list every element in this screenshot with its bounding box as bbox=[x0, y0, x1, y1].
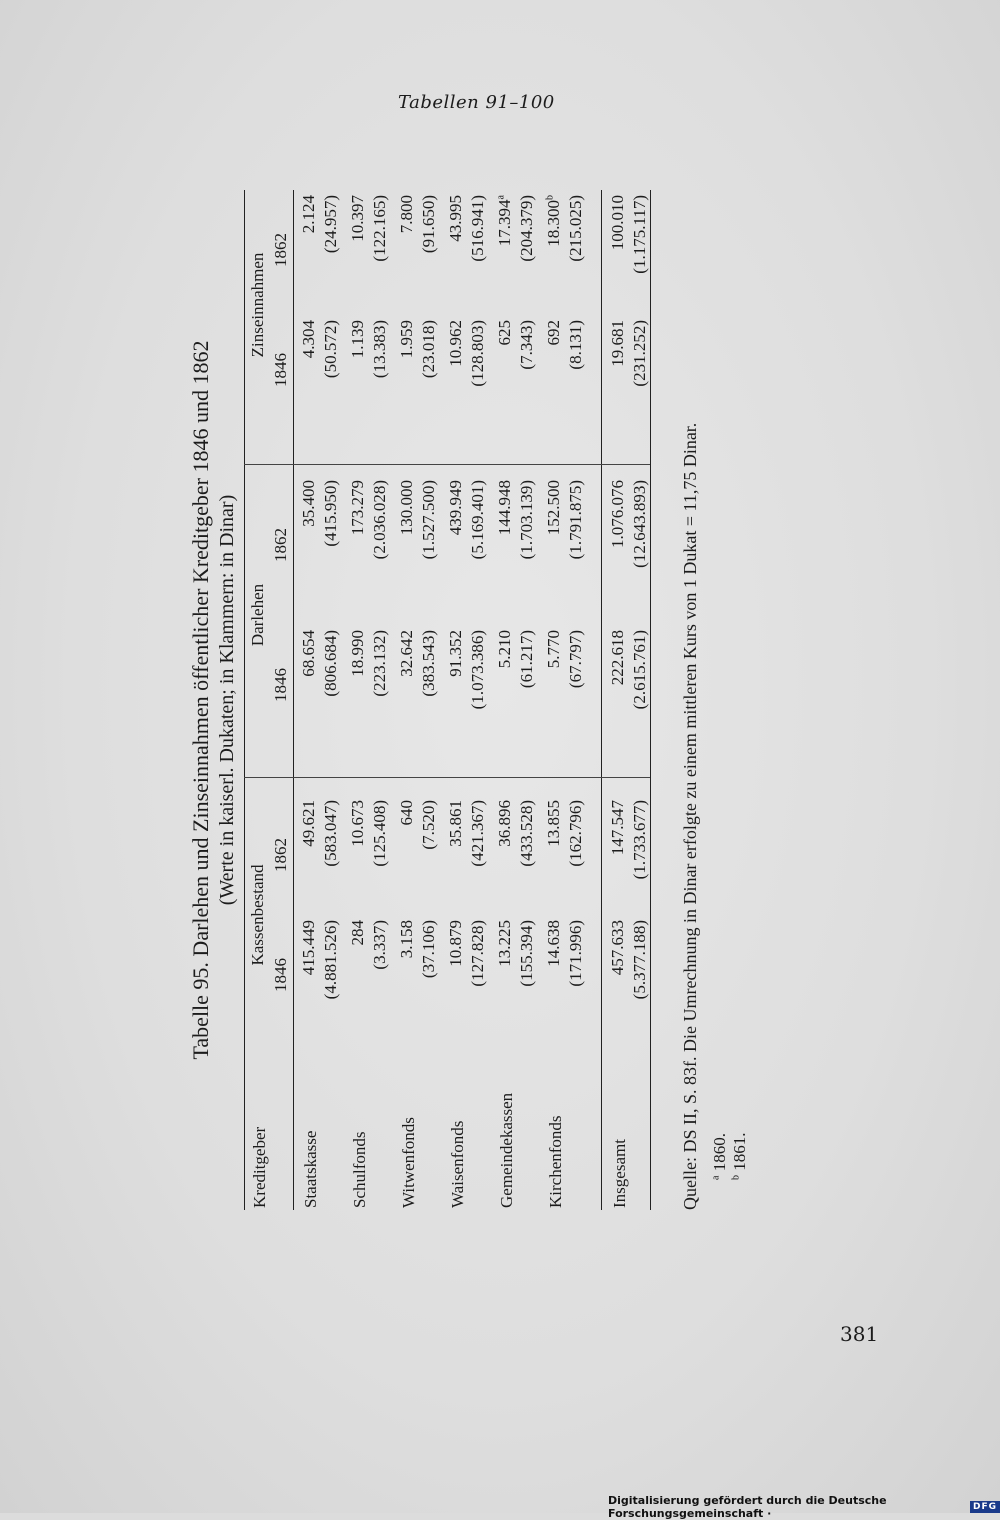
value-cell: 3.158 bbox=[397, 920, 416, 959]
page-number: 381 bbox=[840, 1322, 879, 1346]
dinar-cell: (2.036.028) bbox=[370, 480, 389, 560]
table-title: Tabelle 95. Darlehen und Zinseinnahmen öffentlicher Kreditgeber 1846 und 1862 bbox=[188, 340, 213, 1060]
dinar-cell: (204.379) bbox=[517, 195, 536, 262]
stub-header: Kreditgeber bbox=[250, 1126, 269, 1208]
value-cell: 1.139 bbox=[348, 320, 367, 359]
value-cell: 18.300$^b$ bbox=[544, 195, 563, 247]
value-cell: 4.304 bbox=[299, 320, 318, 359]
total-dinar: (12.643.893) bbox=[630, 480, 649, 568]
top-rule bbox=[244, 190, 245, 1210]
dinar-cell: (1.703.139) bbox=[517, 480, 536, 560]
value-cell: 144.948 bbox=[495, 480, 514, 536]
value-cell: 14.638 bbox=[544, 920, 563, 967]
dinar-cell: (155.394) bbox=[517, 920, 536, 987]
total-label: Insgesamt bbox=[610, 1139, 629, 1208]
dinar-cell: (171.996) bbox=[566, 920, 585, 987]
dinar-cell: (67.797) bbox=[566, 630, 585, 689]
value-cell: 640 bbox=[397, 800, 416, 826]
value-cell: 625 bbox=[495, 320, 514, 346]
row-label: Staatskasse bbox=[301, 1130, 320, 1208]
dinar-cell: (7.343) bbox=[517, 320, 536, 370]
running-head: Tabellen 91–100 bbox=[398, 92, 555, 113]
total-value: 1.076.076 bbox=[608, 480, 627, 548]
value-cell: 10.673 bbox=[348, 800, 367, 847]
dinar-cell: (223.132) bbox=[370, 630, 389, 697]
total-value: 100.010 bbox=[608, 195, 627, 251]
digitization-footer bbox=[608, 1494, 1000, 1520]
total-value: 19.681 bbox=[608, 320, 627, 367]
footnote-a: $^a$ 1860. bbox=[710, 1133, 729, 1180]
dinar-cell: (127.828) bbox=[468, 920, 487, 987]
dinar-cell: (215.025) bbox=[566, 195, 585, 262]
year-header: 1862 bbox=[271, 528, 290, 562]
footnote-b: $^b$ 1861. bbox=[730, 1132, 749, 1180]
year-header: 1846 bbox=[271, 958, 290, 992]
total-dinar: (2.615.761) bbox=[630, 630, 649, 710]
dinar-cell: (37.106) bbox=[419, 920, 438, 979]
footer-text: Digitalisierung gefördert durch die Deutsche Forschungsgemeinschaft · bbox=[608, 1494, 887, 1520]
year-header: 1862 bbox=[271, 838, 290, 872]
dinar-cell: (23.018) bbox=[419, 320, 438, 379]
value-cell: 2.124 bbox=[299, 195, 318, 234]
table-block bbox=[150, 195, 750, 1210]
row-label: Waisenfonds bbox=[448, 1120, 467, 1208]
total-value: 457.633 bbox=[608, 920, 627, 976]
value-cell: 284 bbox=[348, 920, 367, 946]
dinar-cell: (128.803) bbox=[468, 320, 487, 387]
group-header-kassenbestand: Kassenbestand bbox=[248, 864, 267, 966]
value-cell: 17.394$^a$ bbox=[495, 195, 514, 247]
value-cell: 36.896 bbox=[495, 800, 514, 847]
total-rule bbox=[601, 190, 602, 1210]
header-rule bbox=[293, 190, 294, 1210]
total-value: 147.547 bbox=[608, 800, 627, 856]
group-header-darlehen: Darlehen bbox=[248, 583, 267, 647]
dinar-cell: (122.165) bbox=[370, 195, 389, 262]
dinar-cell: (3.337) bbox=[370, 920, 389, 970]
value-cell: 152.500 bbox=[544, 480, 563, 536]
dinar-cell: (415.950) bbox=[321, 480, 340, 547]
total-dinar: (1.733.677) bbox=[630, 800, 649, 880]
group-divider-2 bbox=[244, 464, 650, 465]
value-cell: 5.770 bbox=[544, 630, 563, 669]
dinar-cell: (125.408) bbox=[370, 800, 389, 867]
value-cell: 130.000 bbox=[397, 480, 416, 536]
dinar-cell: (24.957) bbox=[321, 195, 340, 254]
value-cell: 10.879 bbox=[446, 920, 465, 967]
dinar-cell: (61.217) bbox=[517, 630, 536, 689]
year-header: 1846 bbox=[271, 668, 290, 702]
value-cell: 10.962 bbox=[446, 320, 465, 367]
value-cell: 415.449 bbox=[299, 920, 318, 976]
value-cell: 43.995 bbox=[446, 195, 465, 242]
dinar-cell: (383.543) bbox=[419, 630, 438, 697]
source-note: Quelle: DS II, S. 83f. Die Umrechnung in Dinar erfolgte zu einem mittleren Kurs von 1 Dukat = 11,75 Dinar. bbox=[680, 422, 700, 1210]
value-cell: 49.621 bbox=[299, 800, 318, 847]
value-cell: 32.642 bbox=[397, 630, 416, 677]
value-cell: 35.861 bbox=[446, 800, 465, 847]
value-cell: 13.225 bbox=[495, 920, 514, 967]
row-label: Witwenfonds bbox=[399, 1117, 418, 1208]
dinar-cell: (1.073.386) bbox=[468, 630, 487, 710]
footnote-mark: a bbox=[495, 195, 507, 200]
year-header: 1862 bbox=[271, 233, 290, 267]
dinar-cell: (162.796) bbox=[566, 800, 585, 867]
total-dinar: (5.377.188) bbox=[630, 920, 649, 1000]
value-cell: 692 bbox=[544, 320, 563, 346]
value-cell: 91.352 bbox=[446, 630, 465, 677]
bottom-rule bbox=[650, 190, 651, 1210]
dinar-cell: (50.572) bbox=[321, 320, 340, 379]
group-header-zinseinnahmen: Zinseinnahmen bbox=[248, 252, 267, 358]
row-label: Gemeindekassen bbox=[497, 1092, 516, 1208]
value-cell: 13.855 bbox=[544, 800, 563, 847]
dinar-cell: (806.684) bbox=[321, 630, 340, 697]
dinar-cell: (1.527.500) bbox=[419, 480, 438, 560]
row-label: Kirchenfonds bbox=[546, 1115, 565, 1208]
value-cell: 1.959 bbox=[397, 320, 416, 359]
value-cell: 439.949 bbox=[446, 480, 465, 536]
dinar-cell: (516.941) bbox=[468, 195, 487, 262]
dinar-cell: (5.169.401) bbox=[468, 480, 487, 560]
dinar-cell: (8.131) bbox=[566, 320, 585, 370]
value-cell: 35.400 bbox=[299, 480, 318, 527]
dinar-cell: (1.791.875) bbox=[566, 480, 585, 560]
dfg-logo: DFG bbox=[970, 1501, 1000, 1513]
total-dinar: (231.252) bbox=[630, 320, 649, 387]
table-subtitle: (Werte in kaiserl. Dukaten; in Klammern: in Dinar) bbox=[216, 494, 238, 906]
dinar-cell: (91.650) bbox=[419, 195, 438, 254]
dinar-cell: (433.528) bbox=[517, 800, 536, 867]
value-cell: 173.279 bbox=[348, 480, 367, 536]
dinar-cell: (4.881.526) bbox=[321, 920, 340, 1000]
footnote-mark: b bbox=[544, 195, 556, 200]
group-divider-1 bbox=[244, 777, 650, 778]
value-cell: 68.654 bbox=[299, 630, 318, 677]
dinar-cell: (583.047) bbox=[321, 800, 340, 867]
value-cell: 18.990 bbox=[348, 630, 367, 677]
total-value: 222.618 bbox=[608, 630, 627, 686]
dinar-cell: (13.383) bbox=[370, 320, 389, 379]
total-dinar: (1.175.117) bbox=[630, 195, 649, 274]
year-header: 1846 bbox=[271, 353, 290, 387]
value-cell: 10.397 bbox=[348, 195, 367, 242]
dinar-cell: (7.520) bbox=[419, 800, 438, 850]
dinar-cell: (421.367) bbox=[468, 800, 487, 867]
value-cell: 5.210 bbox=[495, 630, 514, 669]
row-label: Schulfonds bbox=[350, 1131, 369, 1208]
value-cell: 7.800 bbox=[397, 195, 416, 234]
